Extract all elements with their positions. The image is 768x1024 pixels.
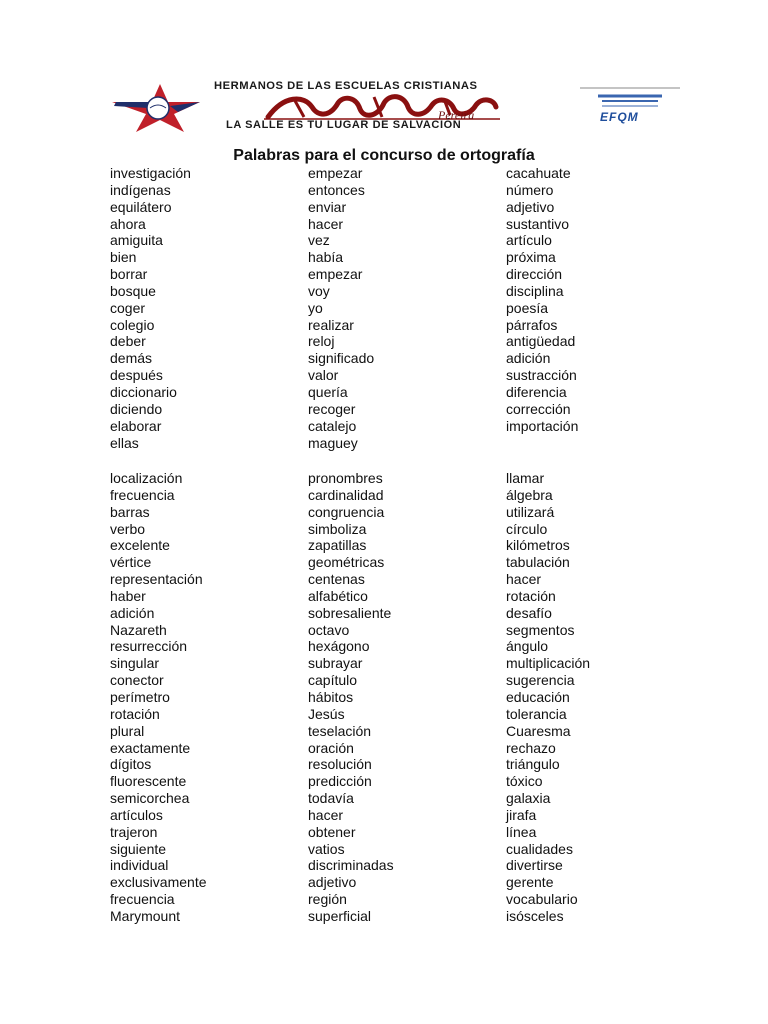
word-column-2-block-2 (308, 470, 394, 925)
word-item: adición (110, 604, 155, 621)
word-item: bien (110, 249, 137, 266)
word-item: yo (308, 299, 323, 316)
word-item: resurrección (110, 638, 188, 655)
word-item: subrayar (308, 655, 363, 672)
word-item: bosque (110, 282, 156, 299)
word-item: álgebra (506, 486, 553, 503)
word-item: simboliza (308, 520, 367, 537)
word-item: había (308, 249, 344, 266)
word-item: sustantivo (506, 215, 570, 232)
word-item: rotación (110, 705, 160, 722)
word-item: barras (110, 503, 150, 520)
word-item: maguey (308, 434, 358, 451)
congregation-line: HERMANOS DE LAS ESCUELAS CRISTIANAS (214, 80, 478, 92)
word-item: divertirse (506, 857, 563, 874)
word-item: pronombres (308, 470, 383, 486)
word-item: colegio (110, 316, 155, 333)
word-item: dirección (506, 266, 563, 283)
word-item: Jesús (308, 705, 345, 722)
word-item: discriminadas (308, 857, 394, 874)
word-item: verbo (110, 520, 146, 537)
word-item: superficial (308, 907, 372, 924)
word-item: obtener (308, 823, 356, 840)
word-item: centenas (308, 571, 365, 588)
word-item: línea (506, 823, 537, 840)
word-item: excelente (110, 537, 170, 554)
word-item: entonces (308, 181, 365, 198)
word-item: fluorescente (110, 773, 187, 790)
word-item: círculo (506, 520, 548, 537)
word-item: vatios (308, 840, 345, 857)
word-item: equilátero (110, 198, 172, 215)
certification-crest-icon (578, 82, 682, 132)
word-item: exclusivamente (110, 874, 207, 891)
word-item: deber (110, 333, 146, 350)
word-item: frecuencia (110, 891, 175, 908)
word-item: reloj (308, 333, 335, 350)
word-item: adjetivo (506, 198, 555, 215)
word-item: indígenas (110, 181, 171, 198)
word-item: desafío (506, 604, 552, 621)
word-item: disciplina (506, 282, 564, 299)
word-item: hacer (308, 806, 344, 823)
word-item: rotación (506, 587, 556, 604)
school-script-logo (264, 93, 564, 121)
word-item: cacahuate (506, 165, 571, 181)
word-item: llamar (506, 470, 545, 486)
crest-label: EFQM (600, 110, 639, 124)
word-item: coger (110, 299, 146, 316)
word-item: semicorchea (110, 790, 190, 807)
word-item: valor (308, 367, 339, 384)
word-item: representación (110, 571, 203, 588)
word-item: tabulación (506, 554, 570, 571)
word-item: demás (110, 350, 153, 367)
word-item: enviar (308, 198, 347, 215)
word-item: diferencia (506, 383, 567, 400)
word-column-1-block-1 (110, 165, 191, 451)
word-item: ellas (110, 434, 139, 451)
word-item: localización (110, 470, 183, 486)
word-item: resolución (308, 756, 372, 773)
word-item: sugerencia (506, 672, 575, 689)
word-item: artículos (110, 806, 163, 823)
word-item: vocabulario (506, 891, 578, 908)
word-item: ángulo (506, 638, 549, 655)
word-item: congruencia (308, 503, 385, 520)
word-item: diciendo (110, 400, 163, 417)
word-item: realizar (308, 316, 354, 333)
word-item: importación (506, 417, 579, 434)
word-item: capítulo (308, 672, 358, 689)
word-item: después (110, 367, 163, 384)
word-item: sustracción (506, 367, 577, 384)
word-item: párrafos (506, 316, 558, 333)
word-item: Cuaresma (506, 722, 571, 739)
word-item: diccionario (110, 383, 177, 400)
word-item: tolerancia (506, 705, 567, 722)
word-item: cualidades (506, 840, 573, 857)
word-item: hábitos (308, 688, 354, 705)
word-item: todavía (308, 790, 354, 807)
word-item: galaxia (506, 790, 551, 807)
word-item: conector (110, 672, 164, 689)
word-item: ahora (110, 215, 146, 232)
word-item: hacer (308, 215, 344, 232)
word-item: isósceles (506, 907, 564, 924)
word-item: frecuencia (110, 486, 175, 503)
word-item: próxima (506, 249, 556, 266)
word-item: quería (308, 383, 348, 400)
word-item: hexágono (308, 638, 370, 655)
word-item: poesía (506, 299, 549, 316)
word-item: multiplicación (506, 655, 591, 672)
word-item: amiguita (110, 232, 163, 249)
word-item: sobresaliente (308, 604, 392, 621)
word-item: investigación (110, 165, 191, 181)
word-item: zapatillas (308, 537, 367, 554)
word-item: vez (308, 232, 330, 249)
word-item: elaborar (110, 417, 162, 434)
word-item: cardinalidad (308, 486, 384, 503)
word-item: empezar (308, 266, 363, 283)
word-item: corrección (506, 400, 571, 417)
word-item: gerente (506, 874, 554, 891)
word-item: borrar (110, 266, 148, 283)
word-item: alfabético (308, 587, 368, 604)
word-item: trajeron (110, 823, 158, 840)
school-slogan: LA SALLE ES TU LUGAR DE SALVACIÓN (226, 119, 462, 131)
word-item: Nazareth (110, 621, 167, 638)
word-item: jirafa (506, 806, 537, 823)
word-item: utilizará (506, 503, 555, 520)
word-item: teselación (308, 722, 372, 739)
word-item: catalejo (308, 417, 357, 434)
word-item: segmentos (506, 621, 575, 638)
word-item: dígitos (110, 756, 152, 773)
word-item: significado (308, 350, 375, 367)
word-item: Marymount (110, 907, 181, 924)
word-item: haber (110, 587, 146, 604)
word-item: singular (110, 655, 160, 672)
word-item: geométricas (308, 554, 385, 571)
word-item: región (308, 891, 347, 908)
letterhead (0, 0, 768, 140)
word-item: número (506, 181, 554, 198)
word-item: plural (110, 722, 145, 739)
word-item: antigüedad (506, 333, 576, 350)
word-item: hacer (506, 571, 542, 588)
word-item: perímetro (110, 688, 170, 705)
word-item: recoger (308, 400, 356, 417)
word-item: individual (110, 857, 169, 874)
word-item: tóxico (506, 773, 543, 790)
word-item: rechazo (506, 739, 556, 756)
word-item: exactamente (110, 739, 191, 756)
word-item: predicción (308, 773, 372, 790)
word-item: adjetivo (308, 874, 357, 891)
word-item: siguiente (110, 840, 167, 857)
word-column-3-block-1 (506, 165, 578, 435)
word-item: adición (506, 350, 551, 367)
city-label: Pereira (438, 108, 475, 122)
word-column-1-block-2 (110, 470, 207, 925)
star-logo-icon (108, 82, 204, 134)
word-column-2-block-1 (308, 165, 374, 451)
word-item: empezar (308, 165, 363, 181)
word-column-3-block-2 (506, 470, 590, 925)
word-item: triángulo (506, 756, 560, 773)
word-item: vértice (110, 554, 152, 571)
word-item: kilómetros (506, 537, 570, 554)
word-item: artículo (506, 232, 552, 249)
word-item: voy (308, 282, 330, 299)
page-title: Palabras para el concurso de ortografía (233, 147, 535, 164)
word-item: educación (506, 688, 570, 705)
word-item: oración (308, 739, 354, 756)
word-item: octavo (308, 621, 350, 638)
